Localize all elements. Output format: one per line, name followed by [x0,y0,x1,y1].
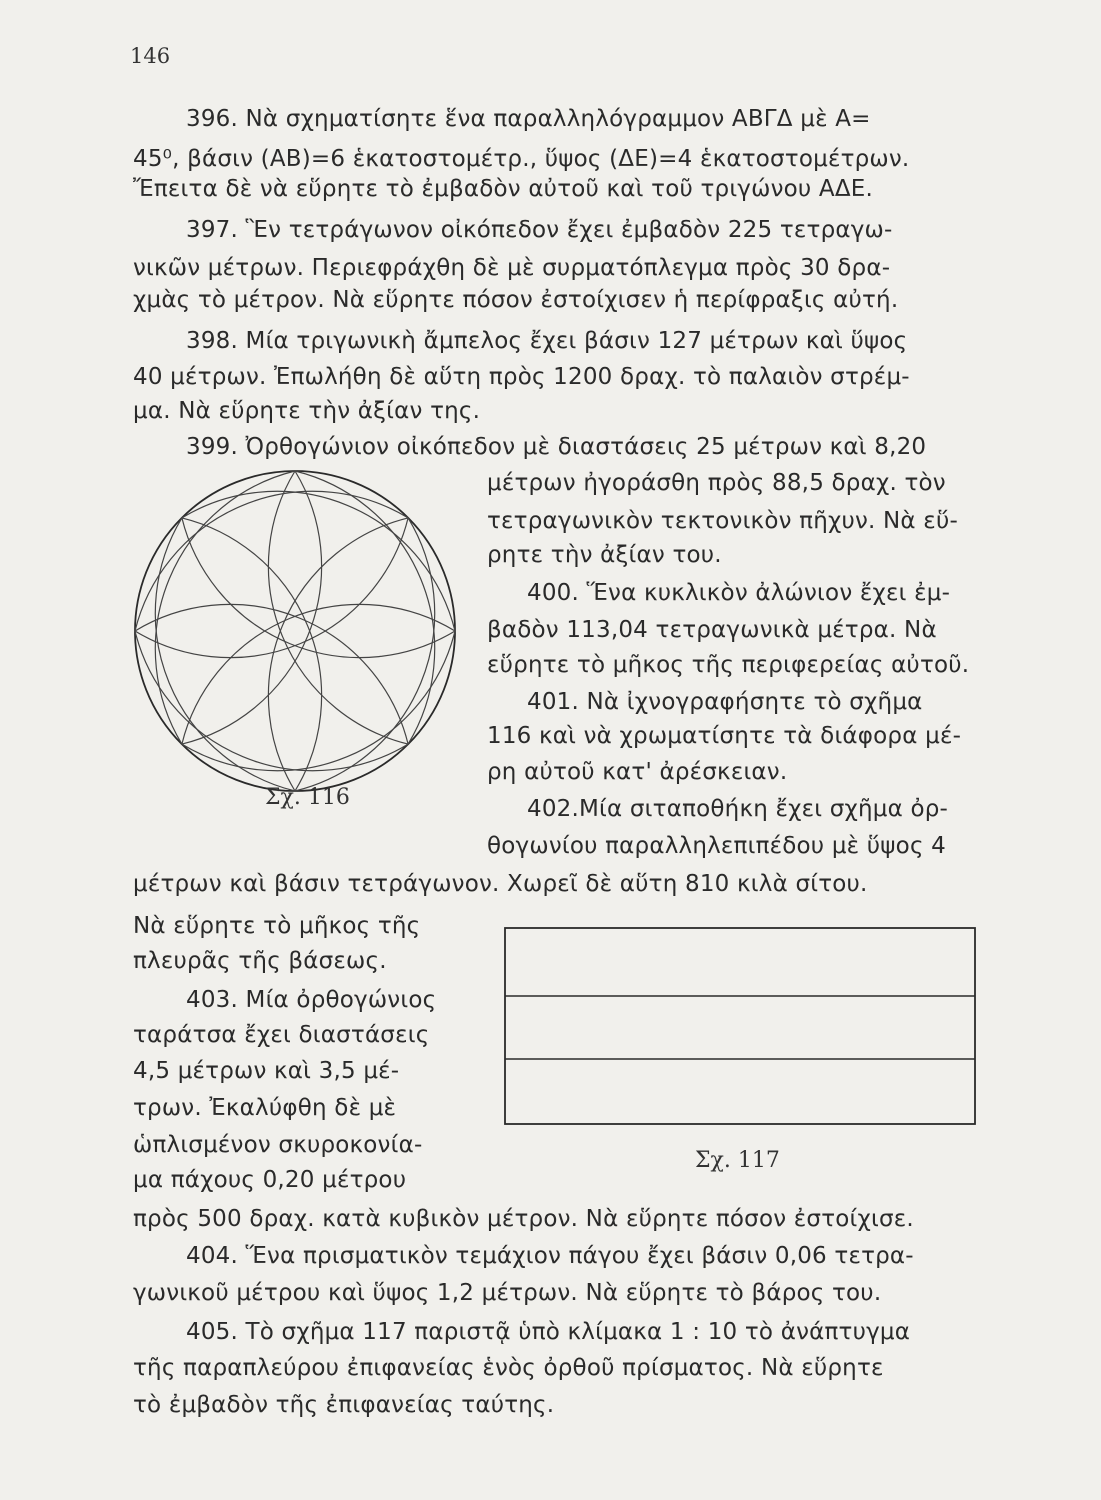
text-line: 404. Ἕνα πρισματικὸν τεμάχιον πάγου ἔχει βάσιν 0,06 τετρα- [186,1243,914,1269]
text-line: τὸ ἐμβαδὸν τῆς ἐπιφανείας ταύτης. [133,1392,555,1418]
text-line: θογωνίου παραλληλεπιπέδου μὲ ὕψος 4 [487,833,946,859]
text-line: 397. Ἓν τετράγωνον οἰκόπεδον ἔχει ἐμβαδὸν 225 τετραγω- [186,217,893,243]
figure-117 [504,926,978,1126]
fig116-arc [135,604,408,744]
text-line: μα πάχους 0,20 μέτρου [133,1167,407,1193]
fig116-arc [182,518,322,791]
fig116-arc [295,471,435,744]
text-line: 405. Τὸ σχῆμα 117 παριστᾷ ὑπὸ κλίμακα 1 : 10 τὸ ἀνάπτυγμα [186,1319,911,1345]
text-line: νικῶν μέτρων. Περιεφράχθη δὲ μὲ συρματόπλεγμα πρὸς 30 δρα- [133,255,891,281]
fig116-arc [182,518,455,658]
text-line: εὕρητε τὸ μῆκος τῆς περιφερείας αὐτοῦ. [487,652,970,678]
text-line: γωνικοῦ μέτρου καὶ ὕψος 1,2 μέτρων. Νὰ εὕρητε τὸ βάρος του. [133,1280,882,1306]
fig116-arc [182,631,455,771]
text-line: 396. Νὰ σχηματίσητε ἕνα παραλληλόγραμμον ΑΒΓΔ μὲ Α= [186,106,871,132]
text-line: πρὸς 500 δραχ. κατὰ κυβικὸν μέτρον. Νὰ εὕρητε πόσον ἐστοίχισε. [133,1206,914,1232]
fig116-arc [182,471,322,744]
text-line: ρη αὐτοῦ κατ' ἀρέσκειαν. [487,759,788,785]
fig116-rosette [135,471,455,791]
figure-117-caption: Σχ. 117 [695,1148,780,1173]
text-line: ρητε τὴν ἀξίαν του. [487,542,722,568]
text-line: 402.Μία σιταποθήκη ἔχει σχῆμα ὀρ- [527,796,949,822]
fig116-arc [182,604,455,744]
text-line: τῆς παραπλεύρου ἐπιφανείας ἑνὸς ὀρθοῦ πρίσματος. Νὰ εὕρητε [133,1355,884,1381]
fig116-arc [182,491,455,631]
fig116-arc [295,518,435,791]
fig116-outer-circle [135,471,455,791]
text-line: μα. Νὰ εὕρητε τὴν ἀξίαν της. [133,398,481,424]
fig116-arc [155,518,295,791]
text-line: 4,5 μέτρων καὶ 3,5 μέ- [133,1058,400,1084]
text-line: τετραγωνικὸν τεκτονικὸν πῆχυν. Νὰ εὕ- [487,508,958,534]
text-line: βαδὸν 113,04 τετραγωνικὰ μέτρα. Νὰ [487,617,937,643]
text-line: Νὰ εὕρητε τὸ μῆκος τῆς [133,913,421,939]
text-line: ὡπλισμένον σκυροκονία- [133,1132,423,1158]
figure-116-caption: Σχ. 116 [265,785,350,810]
text-line: 398. Μία τριγωνικὴ ἄμπελος ἔχει βάσιν 127 μέτρων καὶ ὕψος [186,328,908,354]
text-line: μέτρων καὶ βάσιν τετράγωνον. Χωρεῖ δὲ αὕτη 810 κιλὰ σίτου. [133,871,868,897]
text-line: τρων. Ἐκαλύφθη δὲ μὲ [133,1095,397,1121]
fig116-arc [155,471,295,744]
text-line: 116 καὶ νὰ χρωματίσητε τὰ διάφορα μέ- [487,723,962,749]
page-number: 146 [130,44,171,68]
text-line: 401. Νὰ ἰχνογραφήσητε τὸ σχῆμα [527,689,923,715]
fig116-arc [135,631,408,771]
text-line: ταράτσα ἔχει διαστάσεις [133,1022,430,1048]
fig116-arc [268,471,408,744]
fig117-outer-rect [505,928,975,1124]
fig116-arc [135,491,408,631]
text-line: 399. Ὀρθογώνιον οἰκόπεδον μὲ διαστάσεις 25 μέτρων καὶ 8,20 [186,434,927,460]
text-line: Ἔπειτα δὲ νὰ εὕρητε τὸ ἐμβαδὸν αὐτοῦ καὶ τοῦ τριγώνου ΑΔΕ. [133,176,874,202]
text-line: 400. Ἕνα κυκλικὸν ἀλώνιον ἔχει ἐμ- [527,580,951,606]
text-line: μέτρων ἠγοράσθη πρὸς 88,5 δραχ. τὸν [487,470,946,496]
figure-116 [130,466,460,796]
fig116-arc [268,518,408,791]
fig116-arc [135,518,408,658]
text-line: 403. Μία ὀρθογώνιος [186,987,437,1013]
text-line: χμὰς τὸ μέτρον. Νὰ εὕρητε πόσον ἐστοίχισεν ἡ περίφραξις αὐτή. [133,287,899,313]
text-line: πλευρᾶς τῆς βάσεως. [133,948,387,974]
text-line: 45⁰, βάσιν (ΑΒ)=6 ἑκατοστομέτρ., ὕψος (ΔΕ)=4 ἑκατοστομέτρων. [133,146,910,172]
text-line: 40 μέτρων. Ἐπωλήθη δὲ αὕτη πρὸς 1200 δραχ. τὸ παλαιὸν στρέμ- [133,364,910,390]
